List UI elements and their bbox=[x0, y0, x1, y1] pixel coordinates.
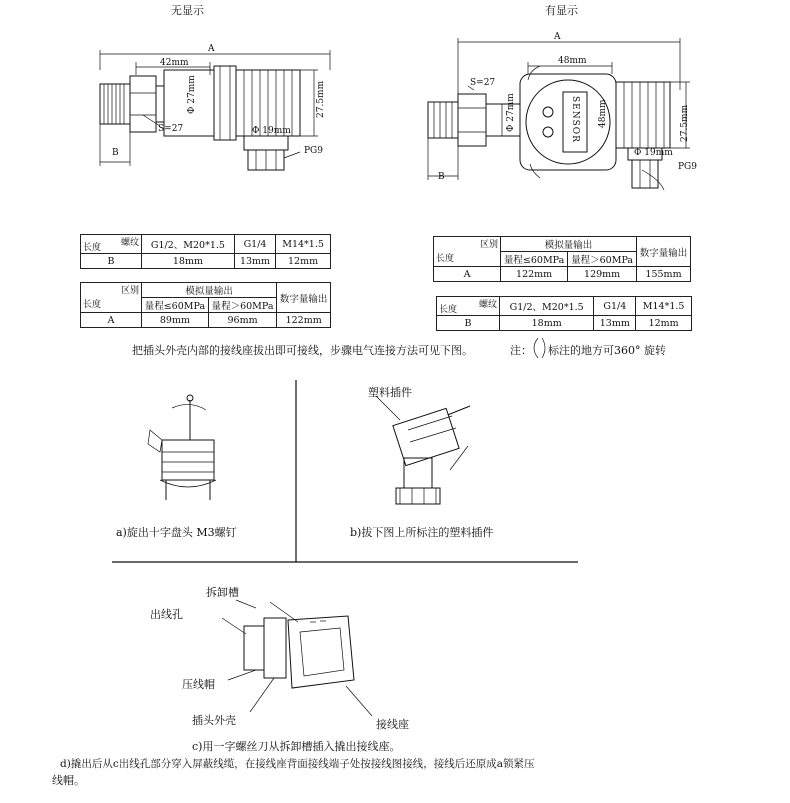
table-digital-header: 数字量输出 bbox=[637, 237, 691, 267]
label-cable-hole: 出线孔 bbox=[150, 608, 183, 621]
left-diam: Φ 27mm bbox=[187, 75, 197, 114]
note-suffix: 标注的地方可360° 旋转 bbox=[548, 344, 666, 357]
right-dim-48-v: 48mm bbox=[598, 99, 608, 128]
table-corner: 区别 长度 bbox=[81, 283, 142, 313]
table-header-cell: G1/2、M20*1.5 bbox=[142, 235, 235, 254]
right-pg9: PG9 bbox=[678, 162, 697, 172]
left-height: 27.5mm bbox=[316, 80, 326, 118]
right-dim-48-h: 48mm bbox=[558, 56, 587, 66]
table-cell: 155mm bbox=[637, 267, 691, 282]
table-header-cell: G1/4 bbox=[234, 235, 275, 254]
table-sub-header: 量程＞60MPa bbox=[208, 298, 276, 313]
left-dim-A: A bbox=[208, 44, 215, 54]
right-cable-diam: Φ 19mm bbox=[634, 148, 673, 158]
label-plug-shell: 插头外壳 bbox=[192, 714, 236, 727]
right-hex: S=27 bbox=[470, 78, 496, 88]
table-row-label: A bbox=[81, 313, 142, 328]
note-prefix: 注： bbox=[510, 344, 532, 357]
table-corner: 区别 长度 bbox=[434, 237, 501, 267]
right-height: 27.5mm bbox=[680, 104, 690, 142]
left-pg9: PG9 bbox=[304, 146, 323, 156]
right-diam: Φ 27mm bbox=[506, 93, 516, 132]
label-removal-slot: 拆卸槽 bbox=[206, 586, 239, 599]
right-dim-A: A bbox=[554, 32, 561, 42]
left-dim-42: 42mm bbox=[160, 58, 189, 68]
table-sub-header: 量程≤60MPa bbox=[142, 298, 209, 313]
table-digital-header: 数字量输出 bbox=[277, 283, 331, 313]
table-cell: 122mm bbox=[501, 267, 568, 282]
caption-step-d-line1: d)撬出后从c出线孔部分穿入屏蔽线缆，在接线座背面接线端子处按接线图接线，接线后还原成a锁紧压 bbox=[60, 758, 535, 770]
table-cell: 129mm bbox=[568, 267, 637, 282]
table-cell: 18mm bbox=[500, 316, 594, 331]
caption-step-c: c)用一字螺丝刀从拆卸槽插入撬出接线座。 bbox=[192, 740, 401, 753]
table-sub-header: 量程＞60MPa bbox=[568, 252, 637, 267]
table-cell: 96mm bbox=[208, 313, 276, 328]
caption-step-a: a)旋出十字盘头 M3螺钉 bbox=[116, 526, 237, 539]
table-cell: 12mm bbox=[636, 316, 692, 331]
table-header-cell: G1/4 bbox=[594, 297, 636, 316]
caption-step-d-line2: 线帽。 bbox=[52, 774, 85, 787]
instruction-text: 把插头外壳内部的接线座拔出即可接线，步骤电气连接方法可见下图。 bbox=[132, 344, 473, 357]
heading-no-display: 无显示 bbox=[171, 4, 204, 17]
label-terminal-seat: 接线座 bbox=[376, 718, 409, 731]
label-cable-cap: 压线帽 bbox=[182, 678, 215, 691]
table-header-cell: M14*1.5 bbox=[636, 297, 692, 316]
left-cable-diam: Φ 19mm bbox=[252, 126, 291, 136]
caption-step-b: b)拔下图上所标注的塑料插件 bbox=[350, 526, 494, 539]
table-header-cell: G1/2、M20*1.5 bbox=[500, 297, 594, 316]
right-brand-label: SENSOR bbox=[570, 96, 580, 143]
table-cell: 13mm bbox=[594, 316, 636, 331]
table-row-label: A bbox=[434, 267, 501, 282]
table-header-cell: M14*1.5 bbox=[276, 235, 331, 254]
table-row-label: B bbox=[81, 254, 142, 269]
left-hex: S=27 bbox=[158, 124, 184, 134]
left-dim-B: B bbox=[112, 148, 119, 158]
table-cell: 89mm bbox=[142, 313, 209, 328]
table-cell: 13mm bbox=[234, 254, 275, 269]
table-cell: 122mm bbox=[277, 313, 331, 328]
table-cell: 18mm bbox=[142, 254, 235, 269]
table-sub-header: 量程≤60MPa bbox=[501, 252, 568, 267]
table-corner: 螺纹 长度 bbox=[81, 235, 142, 254]
right-dim-B: B bbox=[438, 172, 445, 182]
table-group-header: 模拟量输出 bbox=[501, 237, 637, 252]
heading-with-display: 有显示 bbox=[545, 4, 578, 17]
table-group-header: 模拟量输出 bbox=[142, 283, 277, 298]
label-plastic-insert: 塑料插件 bbox=[368, 386, 412, 399]
table-row-label: B bbox=[437, 316, 500, 331]
table-corner: 螺纹 长度 bbox=[437, 297, 500, 316]
table-cell: 12mm bbox=[276, 254, 331, 269]
